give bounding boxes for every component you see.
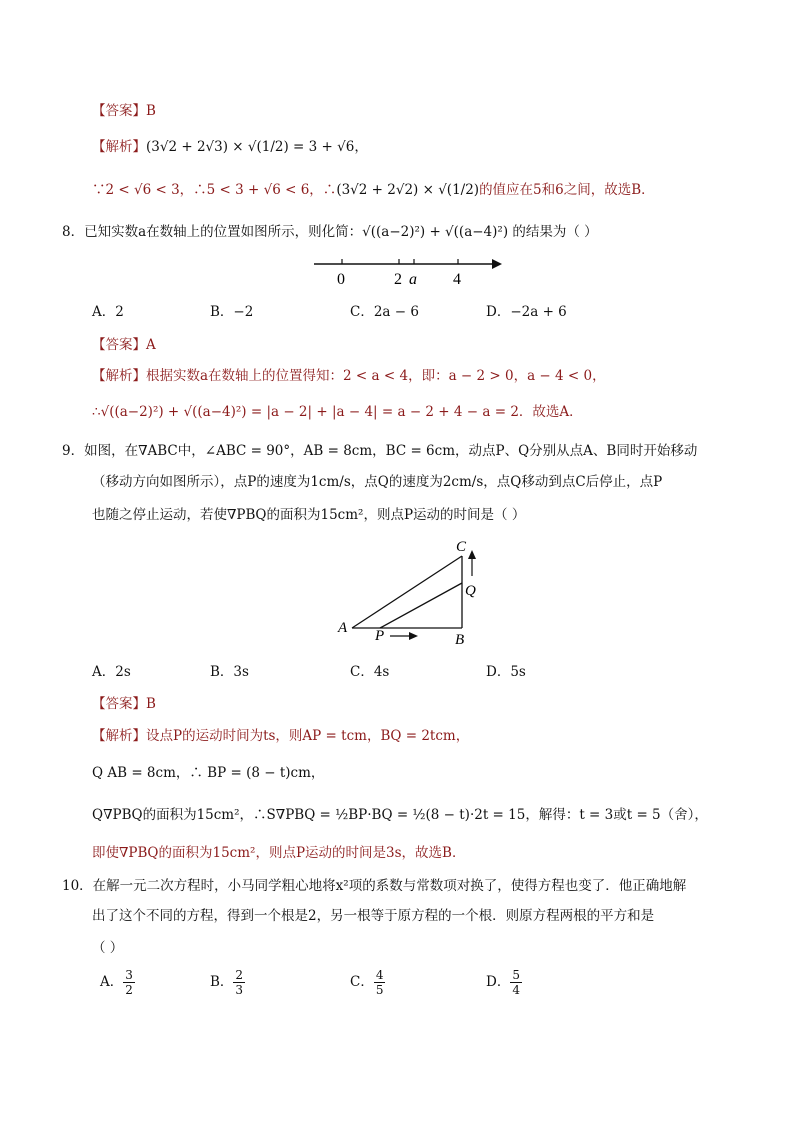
q10-stem-line3: （ ） [92,940,124,956]
q9-option-c[interactable]: C．4s [350,664,390,680]
analysis-text: ∵2 < √6 < 3，∴5 < 3 + √6 < 6，∴ [92,182,337,198]
q9-stem-line3: 也随之停止运动，若使∇PBQ的面积为15cm²，则点P运动的时间是（ ） [92,507,526,523]
q10-option-b[interactable] [210,968,245,997]
q10-option-a[interactable] [100,968,135,997]
denominator: 5 [375,983,384,997]
q8-option-c[interactable]: C．2a − 6 [350,304,419,320]
option-fraction [374,968,386,997]
q9-option-a[interactable]: A．2s [92,664,131,680]
label-c: C [456,539,467,555]
q8-stem: 8．已知实数a在数轴上的位置如图所示，则化简：√((a−2)²) + √((a−4)²) 的结果为（ ） [62,224,598,240]
analysis-tag: 【解析】 [92,368,146,384]
analysis-text: (3√2 + 2√3) × √(1/2) = 3 + √6， [146,139,368,155]
q8-option-d[interactable]: D．−2a + 6 [486,304,567,320]
numerator: 5 [512,968,520,982]
analysis-tag: 【解析】 [92,139,146,155]
answer-value: B [146,696,156,712]
q10-stem-line1: 10．在解一元二次方程时，小马同学粗心地将x²项的系数与常数项对换了，使得方程也变了．他正确地解 [62,878,687,894]
prev-analysis-row1 [92,137,368,157]
denominator: 3 [235,983,244,997]
answer-tag: 【答案】 [92,103,146,119]
label-a: a [409,271,417,288]
q9-analysis-row3: Q∇PBQ的面积为15cm²，∴S∇PBQ = ½BP·BQ = ½(8 − t)·2t = 15，解得：t = 3或t = 5（舍）， [92,807,708,823]
label-p: P [375,628,385,644]
q9-option-d[interactable]: D．5s [486,664,526,680]
q9-option-b[interactable]: B．3s [210,664,249,680]
q9-stem-line1: 9．如图，在∇ABC中，∠ABC = 90°，AB = 8cm，BC = 6cm，动点P、Q分别从点A、B同时开始移动 [62,443,698,459]
option-label: D． [486,974,511,990]
label-b: B [455,632,465,648]
answer-tag: 【答案】 [92,696,146,712]
analysis-tag: 【解析】 [92,728,146,744]
analysis-expr: (3√2 + 2√2) × √(1/2) [336,182,480,198]
analysis-text: 设点P的运动时间为ts，则AP = tcm，BQ = 2tcm， [146,728,470,744]
q8-analysis-row1 [92,366,606,386]
q8-analysis-row2: ∴√((a−2)²) + √((a−4)²) = |a − 2| + |a − 4| = a − 2 + 4 − a = 2．故选A． [92,404,583,420]
option-fraction [510,968,522,997]
label-a: A [338,620,348,636]
q8-option-b[interactable]: B．−2 [210,304,254,320]
numerator: 4 [375,968,384,982]
option-label: C． [350,974,374,990]
label-q: Q [465,583,476,599]
answer-tag: 【答案】 [92,337,146,353]
option-fraction [233,968,245,997]
q-direction-arrow [468,550,476,559]
q8-answer-row [92,335,156,355]
label-0: 0 [337,271,345,288]
label-2: 2 [394,271,402,288]
q10-option-d[interactable] [486,968,522,997]
prev-analysis-row2 [92,180,655,200]
analysis-text: 根据实数a在数轴上的位置得知：2 < a < 4，即：a − 2 > 0，a − 4 < 0， [146,368,606,384]
option-label: A． [100,974,124,990]
q9-triangle-figure [330,536,490,648]
q9-analysis-row4: 即使∇PBQ的面积为15cm²，则点P运动的时间是3s，故选B． [92,845,466,861]
q9-analysis-row2: Q AB = 8cm，∴ BP = (8 − t)cm， [92,765,325,781]
answer-value: A [146,337,156,353]
q9-stem-line2: （移动方向如图所示），点P的速度为1cm/s，点Q的速度为2cm/s，点Q移动到点C后停止，点P [92,474,663,490]
denominator: 2 [125,983,133,997]
label-4: 4 [453,271,461,288]
q10-stem-line2: 出了这个不同的方程，得到一个根是2，另一根等于原方程的一个根．则原方程两根的平方和是 [92,908,655,924]
axis-arrow [492,259,502,269]
q10-option-c[interactable] [350,968,385,997]
numerator: 2 [235,968,244,982]
segment-pq [380,583,462,628]
p-direction-arrow [409,632,418,640]
analysis-text: 的值应在5和6之间，故选B． [479,182,655,198]
numerator: 3 [125,968,133,982]
option-fraction [123,968,135,997]
q8-number-line [310,252,510,288]
q9-analysis-row1 [92,726,469,746]
q9-answer-row [92,694,156,714]
q8-option-a[interactable]: A．2 [92,304,124,320]
option-label: B． [210,974,234,990]
prev-answer-row [92,101,156,121]
answer-value: B [146,103,156,119]
denominator: 4 [512,983,520,997]
